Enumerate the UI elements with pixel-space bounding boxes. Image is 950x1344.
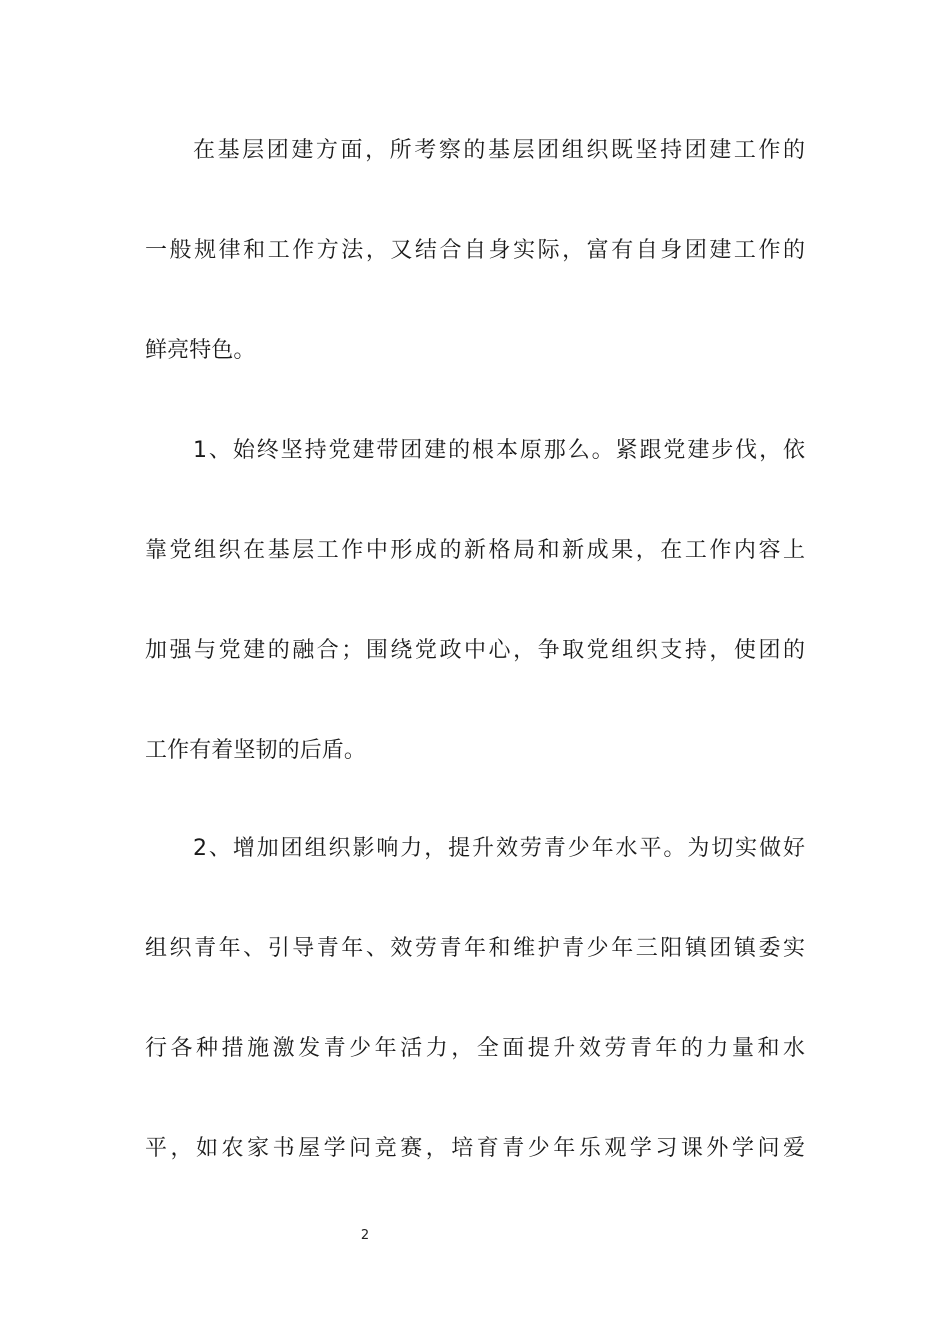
paragraph-3-line-4: 平，如农家书屋学问竞赛，培育青少年乐观学习课外学问爱 [145, 1136, 805, 1161]
paragraph-1-line-2: 一般规律和工作方法，又结合自身实际，富有自身团建工作的 [145, 238, 805, 263]
paragraph-2-line-1: 1、始终坚持党建带团建的根本原那么。紧跟党建步伐，依 [193, 438, 805, 463]
paragraph-2-line-2: 靠党组织在基层工作中形成的新格局和新成果，在工作内容上 [145, 538, 805, 563]
paragraph-3-line-1: 2、增加团组织影响力，提升效劳青少年水平。为切实做好 [193, 836, 805, 861]
paragraph-3-line-2: 组织青年、引导青年、效劳青年和维护青少年三阳镇团镇委实 [145, 936, 805, 961]
paragraph-3-line-3: 行各种措施激发青少年活力，全面提升效劳青年的力量和水 [145, 1036, 805, 1061]
paragraph-1-line-3: 鲜亮特色。 [145, 338, 256, 363]
paragraph-2-line-4: 工作有着坚韧的后盾。 [145, 738, 367, 763]
paragraph-1-line-1: 在基层团建方面，所考察的基层团组织既坚持团建工作的 [193, 138, 805, 163]
page-number: 2 [360, 1228, 370, 1243]
paragraph-2-line-3: 加强与党建的融合；围绕党政中心，争取党组织支持，使团的 [145, 638, 805, 663]
